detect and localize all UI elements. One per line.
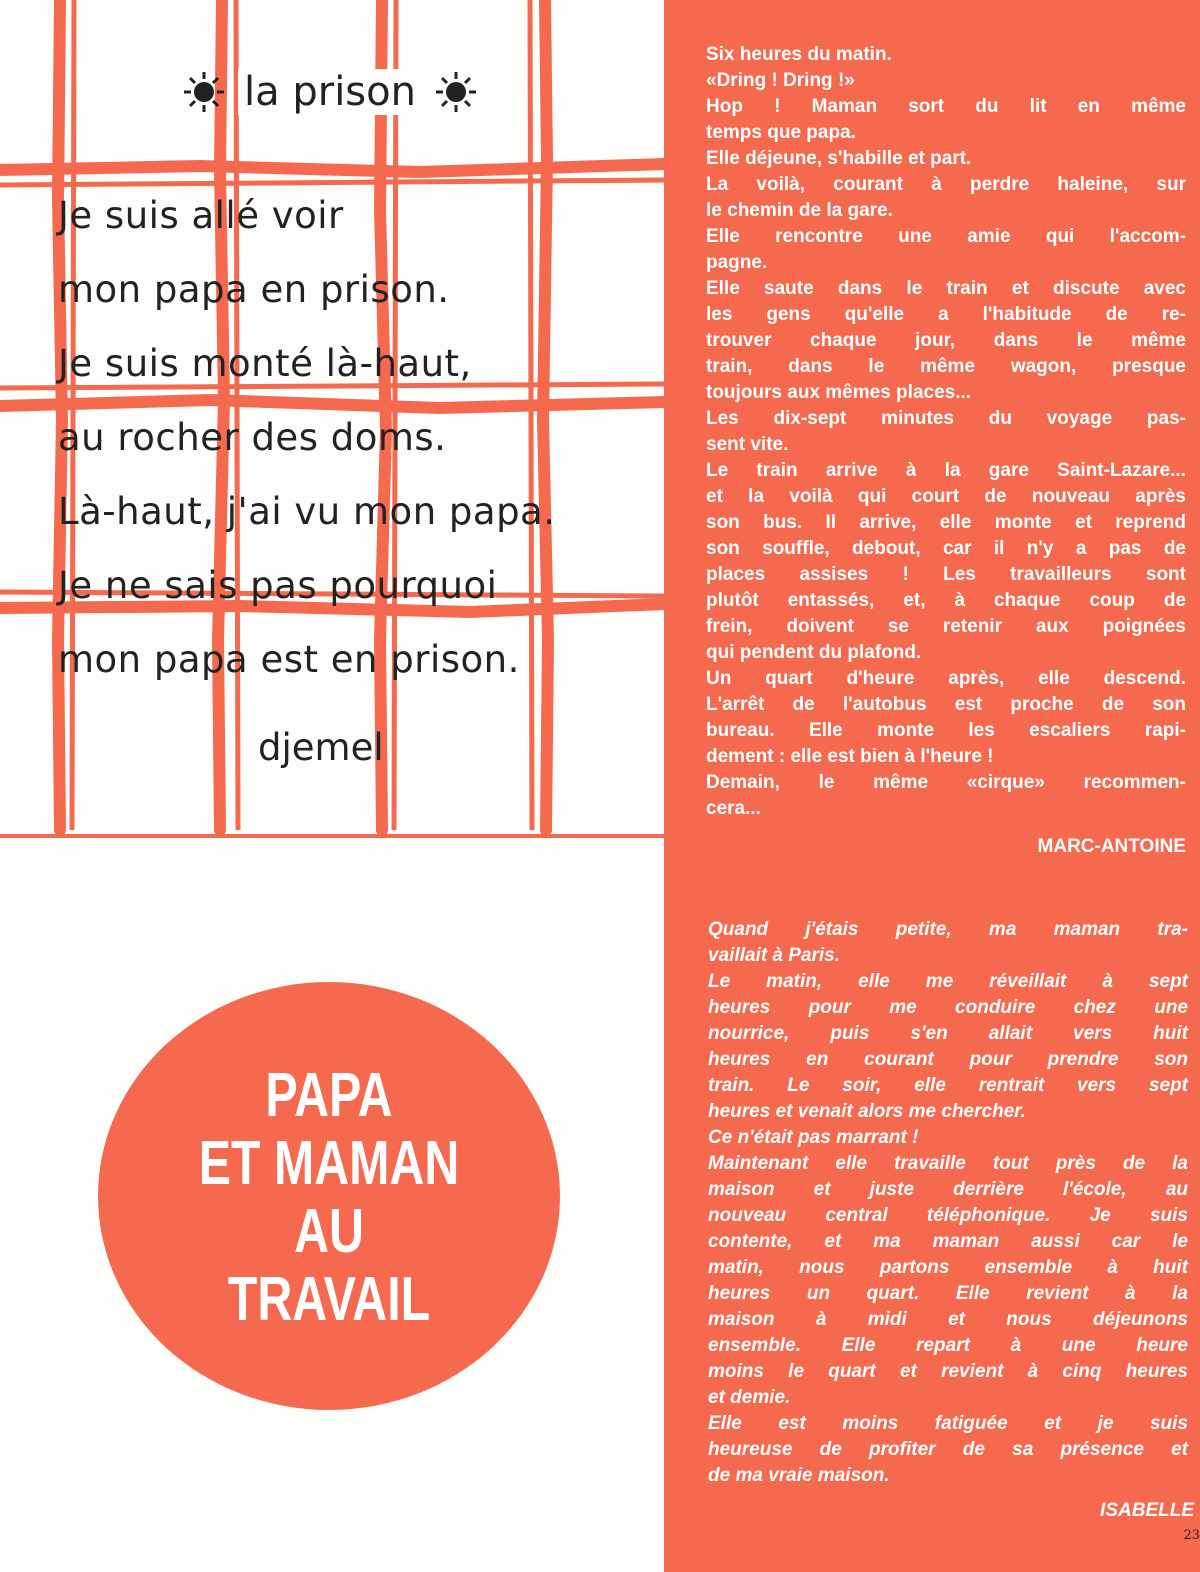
story-line: heures en courant pour prendre son bbox=[708, 1049, 1188, 1070]
story-line: heures un quart. Elle revient à la bbox=[708, 1283, 1188, 1304]
story-line: matin, nous partons ensemble à huit bbox=[708, 1257, 1188, 1278]
page-number: 23 bbox=[1183, 1528, 1200, 1543]
article-line: Demain, le même «cirque» recommen- bbox=[706, 772, 1186, 793]
circle-title-line: TRAVAIL bbox=[227, 1265, 431, 1334]
story-line: maison à midi et nous déjeunons bbox=[708, 1309, 1188, 1330]
article-line: toujours aux mêmes places... bbox=[706, 382, 972, 403]
poem-line: Là-haut, j'ai vu mon papa. bbox=[58, 490, 556, 533]
story-line: heures et venait alors me chercher. bbox=[708, 1101, 1026, 1122]
article-line: Six heures du matin. bbox=[706, 44, 892, 65]
article-line: trouver chaque jour, dans le même bbox=[706, 330, 1186, 351]
story-line: contente, et ma maman aussi car le bbox=[708, 1231, 1188, 1252]
article-line: son souffle, debout, car il n'y a pas de bbox=[706, 538, 1186, 559]
story-line: de ma vraie maison. bbox=[708, 1465, 890, 1486]
poem-author: djemel bbox=[258, 726, 384, 769]
poem-line: Je ne sais pas pourquoi bbox=[58, 564, 498, 607]
poem-title: la prison bbox=[238, 69, 422, 115]
article-line: plutôt entassés, et, à chaque coup de bbox=[706, 590, 1186, 611]
section-divider bbox=[0, 834, 664, 838]
circle-title bbox=[149, 1062, 509, 1334]
story-line: vaillait à Paris. bbox=[708, 945, 841, 966]
story-line: train. Le soir, elle rentrait vers sept bbox=[708, 1075, 1188, 1096]
story-line: ensemble. Elle repart à une heure bbox=[708, 1335, 1188, 1356]
article-line: le chemin de la gare. bbox=[706, 200, 893, 221]
poem-line: mon papa est en prison. bbox=[58, 638, 520, 681]
sun-icon bbox=[182, 70, 226, 114]
article-line: et la voilà qui court de nouveau après bbox=[706, 486, 1186, 507]
sun-icon bbox=[434, 70, 478, 114]
article-line: Un quart d'heure après, elle descend. bbox=[706, 668, 1186, 689]
story-line: heures pour me conduire chez une bbox=[708, 997, 1188, 1018]
article-line: Elle saute dans le train et discute avec bbox=[706, 278, 1186, 299]
story-line: heureuse de profiter de sa présence et bbox=[708, 1439, 1188, 1460]
article-line: pagne. bbox=[706, 252, 768, 273]
article-line: les gens qu'elle a l'habitude de re- bbox=[706, 304, 1186, 325]
article-line: places assises ! Les travailleurs sont bbox=[706, 564, 1186, 585]
story-line: Le matin, elle me réveillait à sept bbox=[708, 971, 1188, 992]
poem-line: mon papa en prison. bbox=[58, 268, 450, 311]
article-text bbox=[706, 42, 1186, 822]
article-line: Le train arrive à la gare Saint-Lazare... bbox=[706, 460, 1186, 481]
article-line: son bus. Il arrive, elle monte et reprend bbox=[706, 512, 1186, 533]
article-line: Elle rencontre une amie qui l'accom- bbox=[706, 226, 1186, 247]
poem-line: Je suis allé voir bbox=[58, 194, 344, 237]
story-line: nourrice, puis s'en allait vers huit bbox=[708, 1023, 1188, 1044]
story-text bbox=[708, 917, 1188, 1489]
story-line: Quand j'étais petite, ma maman tra- bbox=[708, 919, 1188, 940]
article-line: dement : elle est bien à l'heure ! bbox=[706, 746, 994, 767]
circle-title-line: PAPA bbox=[265, 1061, 393, 1130]
article-line: L'arrêt de l'autobus est proche de son bbox=[706, 694, 1186, 715]
article-line: sent vite. bbox=[706, 434, 789, 455]
article-line: «Dring ! Dring !» bbox=[706, 70, 855, 91]
story-line: et demie. bbox=[708, 1387, 791, 1408]
story-line: Ce n'était pas marrant ! bbox=[708, 1127, 919, 1148]
article-line: Hop ! Maman sort du lit en même bbox=[706, 96, 1186, 117]
poem-line: Je suis monté là-haut, bbox=[58, 342, 472, 385]
poem-body bbox=[58, 186, 638, 704]
article-signature: MARC-ANTOINE bbox=[1037, 836, 1186, 857]
article-line: bureau. Elle monte les escaliers rapi- bbox=[706, 720, 1186, 741]
article-line: La voilà, courant à perdre haleine, sur bbox=[706, 174, 1186, 195]
story-line: nouveau central téléphonique. Je suis bbox=[708, 1205, 1188, 1226]
poem-title-bar bbox=[160, 64, 500, 120]
article-line: qui pendent du plafond. bbox=[706, 642, 922, 663]
story-line: moins le quart et revient à cinq heures bbox=[708, 1361, 1188, 1382]
circle-title-line: AU bbox=[294, 1197, 364, 1266]
story-line: maison et juste derrière l'école, au bbox=[708, 1179, 1188, 1200]
article-line: cera... bbox=[706, 798, 761, 819]
poem-line: au rocher des doms. bbox=[58, 416, 447, 459]
article-line: train, dans le même wagon, presque bbox=[706, 356, 1186, 377]
article-line: Elle déjeune, s'habille et part. bbox=[706, 148, 972, 169]
story-line: Maintenant elle travaille tout près de la bbox=[708, 1153, 1188, 1174]
article-line: temps que papa. bbox=[706, 122, 856, 143]
story-signature: ISABELLE bbox=[1100, 1500, 1194, 1521]
story-line: Elle est moins fatiguée et je suis bbox=[708, 1413, 1188, 1434]
article-line: frein, doivent se retenir aux poignées bbox=[706, 616, 1186, 637]
article-line: Les dix-sept minutes du voyage pas- bbox=[706, 408, 1186, 429]
circle-title-line: ET MAMAN bbox=[198, 1129, 460, 1198]
